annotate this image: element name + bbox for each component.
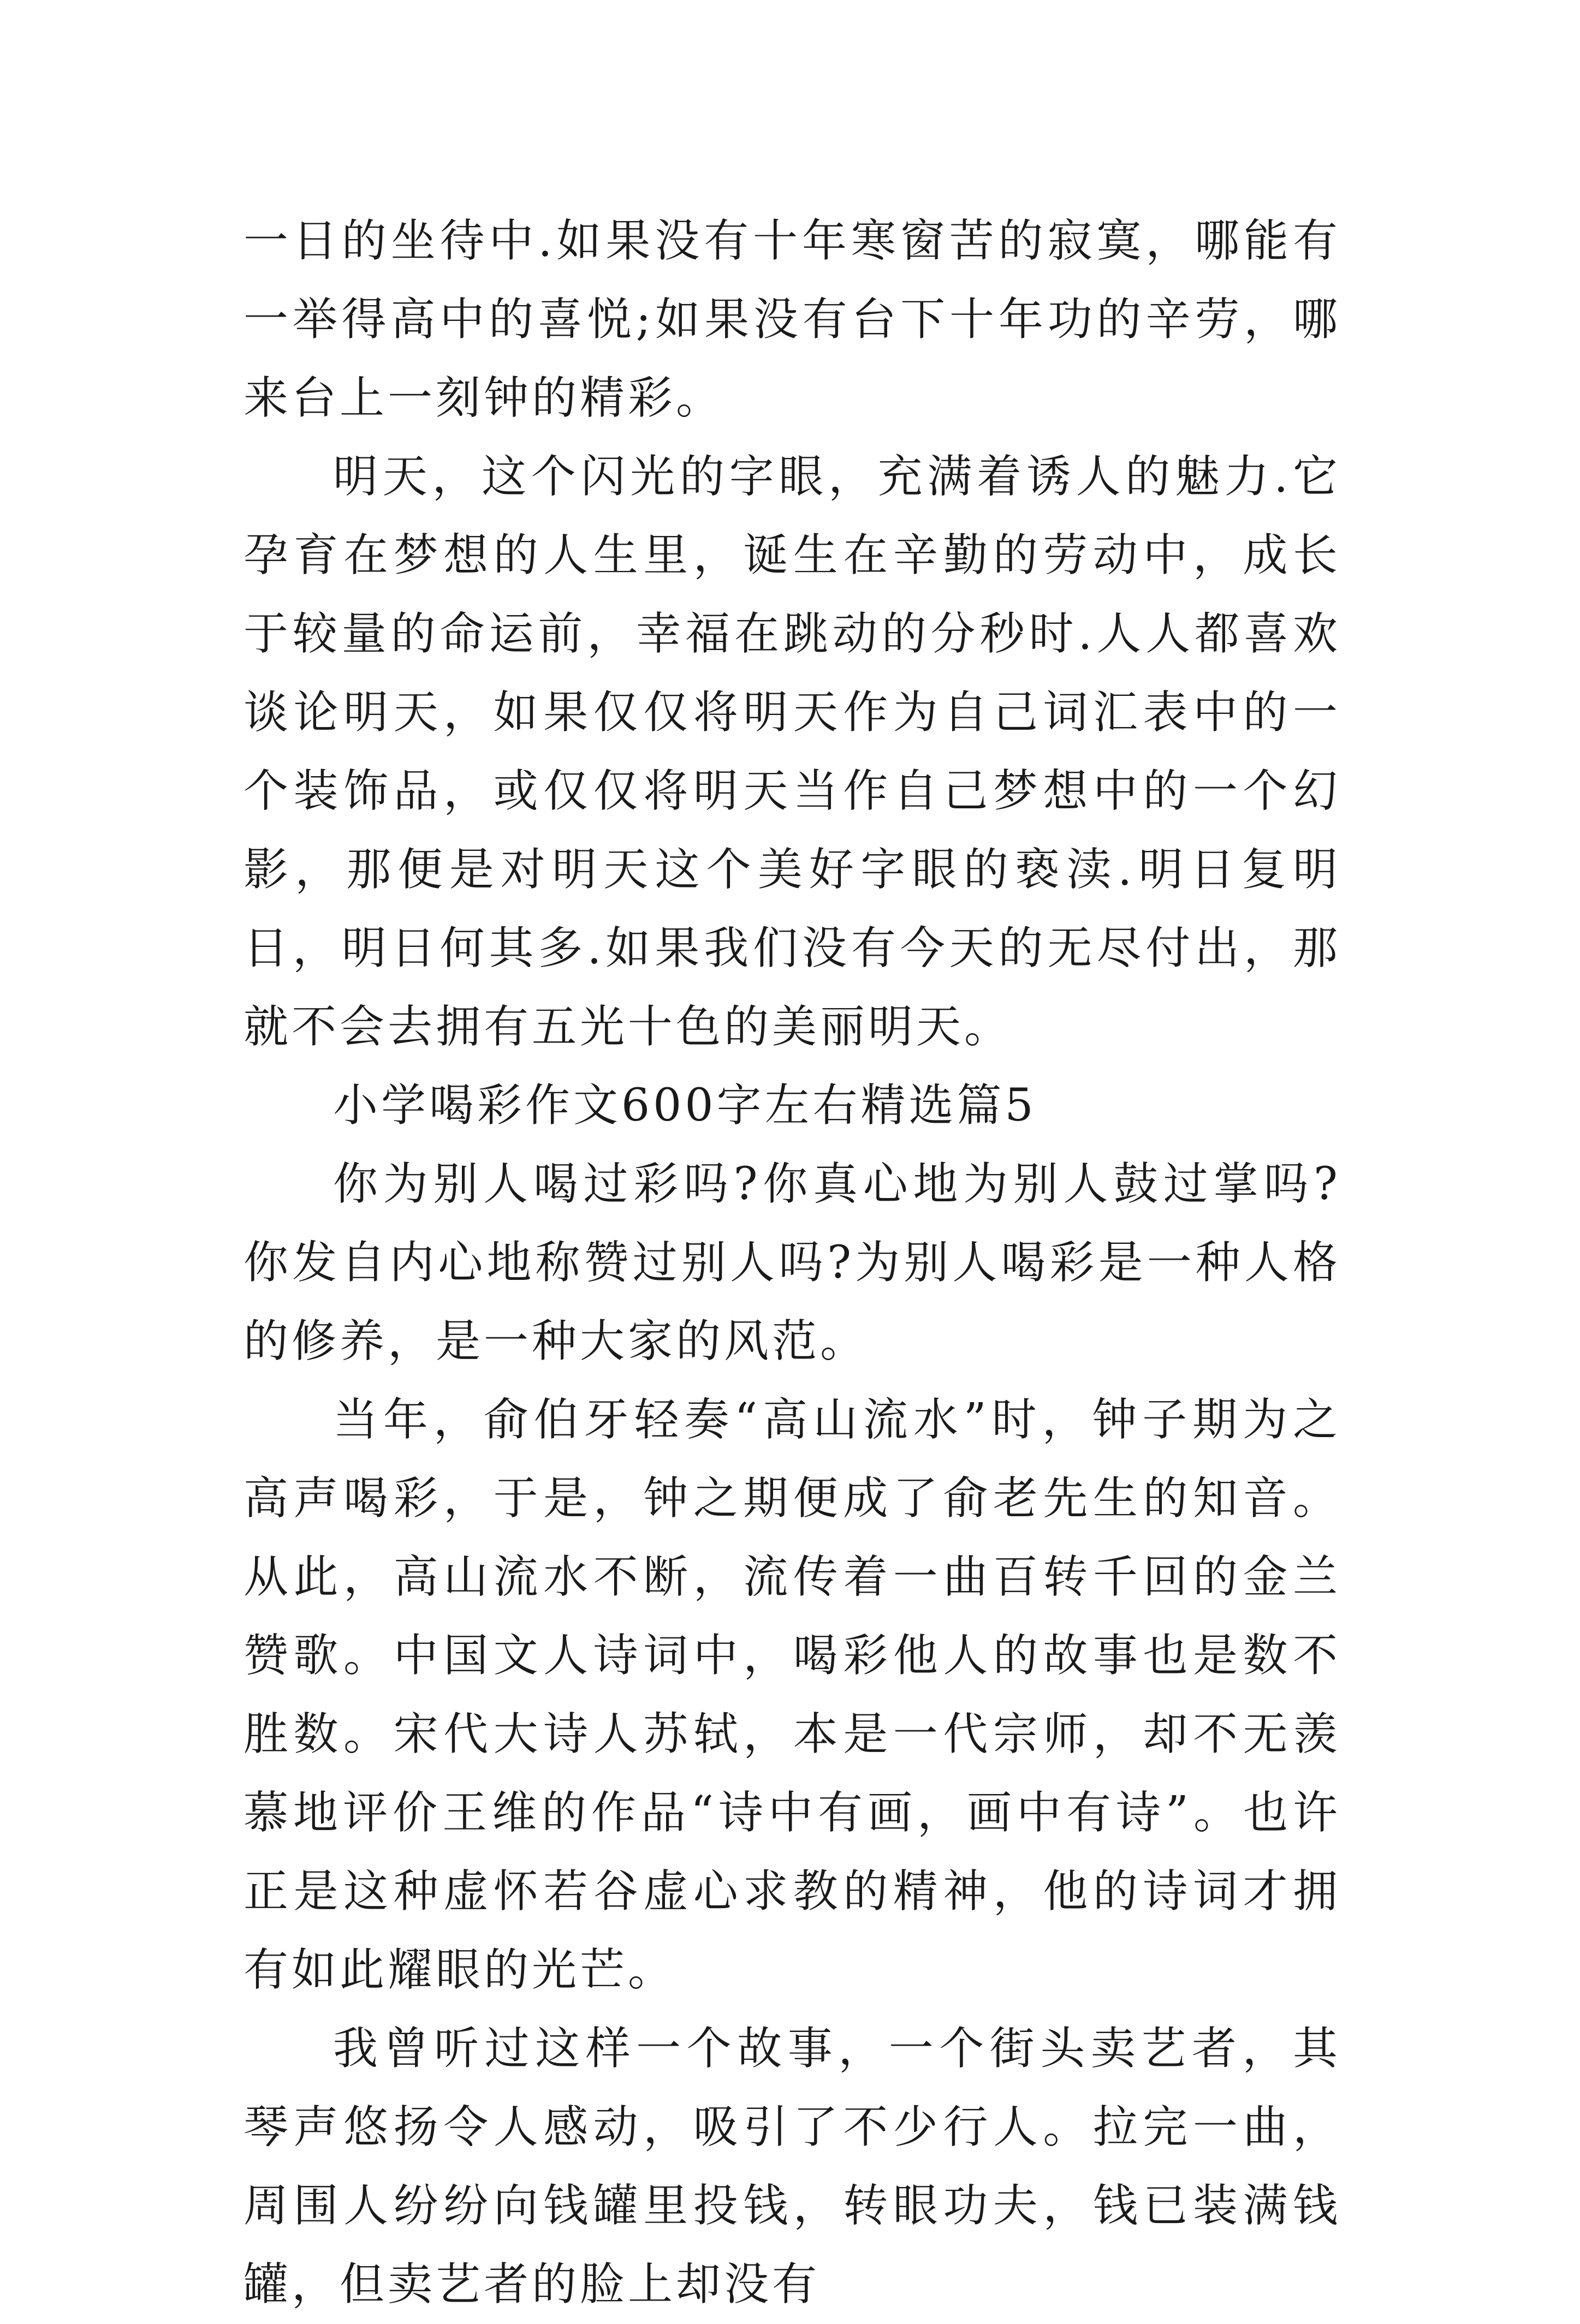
paragraph-3: 你为别人喝过彩吗?你真心地为别人鼓过掌吗?你发自内心地称赞过别人吗?为别人喝彩是一种人格的修养，是一种大家的风范。 — [243, 1158, 1341, 1367]
paragraph-2: 明天，这个闪光的字眼，充满着诱人的魅力.它孕育在梦想的人生里，诞生在辛勤的劳动中，成长于较量的命运前，幸福在跳动的分秒时.人人都喜欢谈论明天，如果仅仅将明天作为自己词汇表中的一个装饰品，或仅仅将明天当作自己梦想中的一个幻影，那便是对明天这个美好字眼的亵渎.明日复明日，明日何其多.如果我们没有今天的无尽付出，那就不会去拥有五光十色的美丽明天。 — [243, 451, 1341, 1053]
document-body — [243, 202, 1341, 2324]
paragraph-5: 我曾听过这样一个故事，一个街头卖艺者，其琴声悠扬令人感动，吸引了不少行人。拉完一曲，周围人纷纷向钱罐里投钱，转眼功夫，钱已装满钱罐，但卖艺者的脸上却没有 — [243, 2023, 1341, 2310]
paragraph-1: 一日的坐待中.如果没有十年寒窗苦的寂寞，哪能有一举得高中的喜悦;如果没有台下十年功的辛劳，哪来台上一刻钟的精彩。 — [243, 215, 1341, 424]
section-heading: 小学喝彩作文600字左右精选篇5 — [333, 1080, 1037, 1131]
paragraph-4: 当年，俞伯牙轻奏“高山流水”时，钟子期为之高声喝彩，于是，钟之期便成了俞老先生的知音。从此，高山流水不断，流传着一曲百转千回的金兰赞歌。中国文人诗词中，喝彩他人的故事也是数不胜数。宋代大诗人苏轼，本是一代宗师，却不无羡慕地评价王维的作品“诗中有画，画中有诗”。也许正是这种虚怀若谷虚心求教的精神，他的诗词才拥有如此耀眼的光芒。 — [243, 1394, 1341, 1996]
